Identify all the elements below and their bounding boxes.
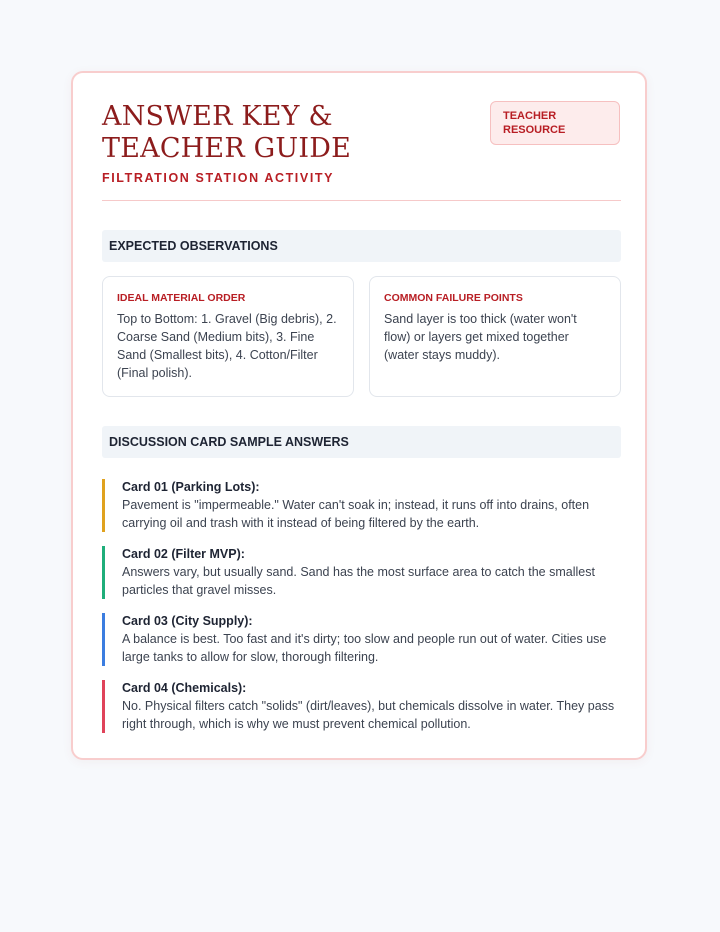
discussion-answer-card-02 (102, 546, 621, 599)
header-divider (102, 200, 621, 201)
answer-title: Card 02 (Filter MVP): (122, 547, 245, 561)
answer-title: Card 03 (City Supply): (122, 614, 253, 628)
observation-label: COMMON FAILURE POINTS (384, 292, 523, 304)
observation-box-material-order (102, 276, 354, 397)
observation-label: IDEAL MATERIAL ORDER (117, 292, 246, 304)
answer-text: Answers vary, but usually sand. Sand has the most surface area to catch the smallest particles that gravel misses. (122, 565, 595, 597)
page-subtitle: FILTRATION STATION ACTIVITY (102, 171, 335, 185)
answer-key-card (71, 71, 647, 760)
answer-text: Pavement is "impermeable." Water can't soak in; instead, it runs off into drains, often carrying oil and trash with it instead of being filtered by the earth. (122, 498, 590, 530)
section-heading-observations: EXPECTED OBSERVATIONS (102, 230, 621, 262)
answer-title: Card 01 (Parking Lots): (122, 480, 260, 494)
observation-text: Sand layer is too thick (water won't flow) or layers get mixed together (water stays muddy). (384, 312, 577, 362)
teacher-resource-badge: TEACHER RESOURCE (490, 101, 620, 145)
observation-text: Top to Bottom: 1. Gravel (Big debris), 2. Coarse Sand (Medium bits), 3. Fine Sand (Smallest bits), 4. Cotton/Filter (Final polish). (117, 312, 337, 380)
answer-text: No. Physical filters catch "solids" (dirt/leaves), but chemicals dissolve in water. They pass right through, which is why we must prevent chemical pollution. (122, 699, 615, 731)
observation-box-failure-points (369, 276, 621, 397)
discussion-answer-card-01 (102, 479, 621, 532)
answer-text: A balance is best. Too fast and it's dirty; too slow and people run out of water. Cities use large tanks to allow for slow, thorough filtering. (122, 632, 607, 664)
page-title: ANSWER KEY & TEACHER GUIDE (102, 101, 351, 164)
discussion-answer-card-03 (102, 613, 621, 666)
discussion-answer-card-04 (102, 680, 621, 733)
answer-title: Card 04 (Chemicals): (122, 681, 247, 695)
section-heading-discussion: DISCUSSION CARD SAMPLE ANSWERS (102, 426, 621, 458)
